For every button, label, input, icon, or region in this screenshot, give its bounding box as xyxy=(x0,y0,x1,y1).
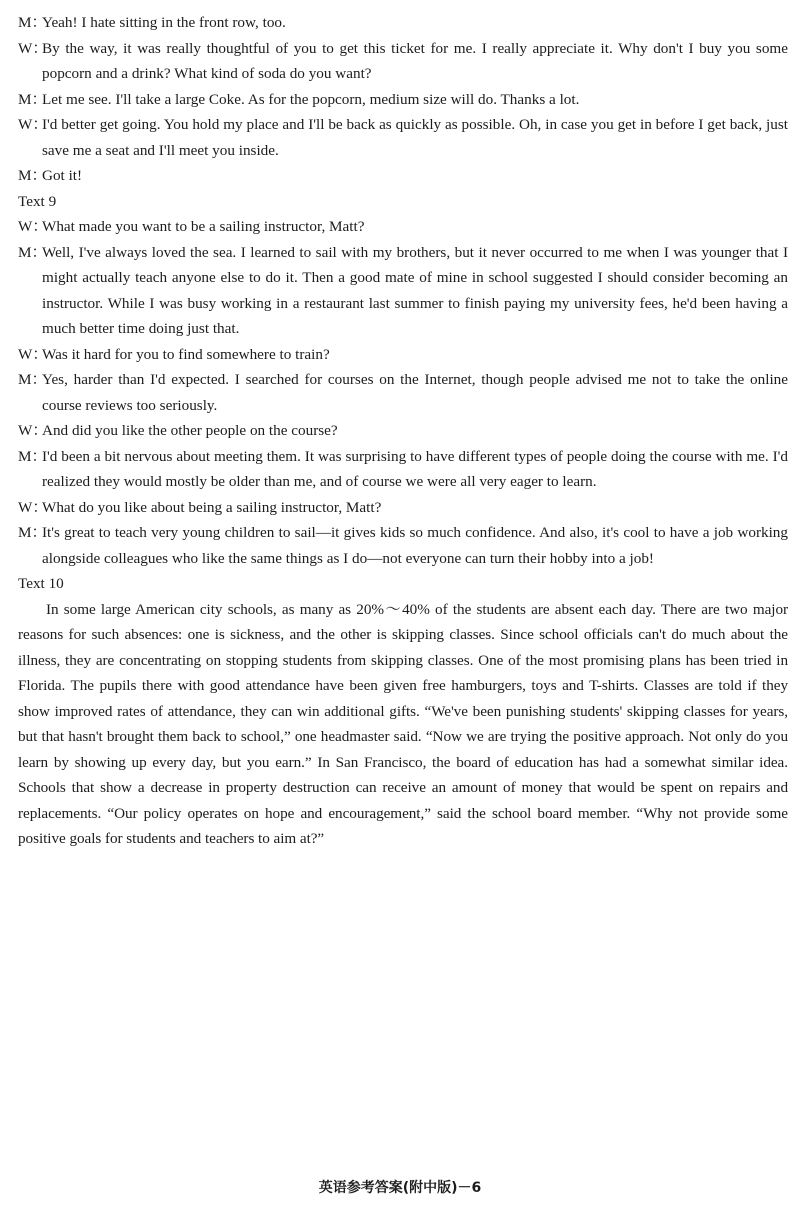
section-heading-text-10: Text 10 xyxy=(18,575,64,592)
dialogue-line xyxy=(18,418,788,444)
speaker-label: M： xyxy=(18,447,47,465)
dialogue-line xyxy=(18,342,788,368)
dialogue-line xyxy=(18,240,788,342)
line-text: And did you like the other people on the course? xyxy=(42,422,338,439)
dialogue-line xyxy=(18,520,788,571)
text-10-paragraph: In some large American city schools, as many as 20%～40% of the students are absent each day. There are two major reasons for such absences: one is sickness, and the other is skipping classes. Since school officials can't do much about the illness, they are concentrating on stopping students from skipping classes. One of the most promising plans has been tried in Florida. The pupils there with good attendance have been given free hamburgers, toys and T-shirts. Classes are told if they show improved rates of attendance, they can win additional gifts. “We've been punishing students' skipping classes for years, but that hasn't brought them back to school,” one headmaster said. “Now we are trying the positive approach. Not only do you learn by showing up every day, but you earn.” In San Francisco, the board of education has had a somewhat similar idea. Schools that show a decrease in property destruction can receive an amount of money that would be spent on repairs and replacements. “Our policy operates on hope and encouragement,” said the school board member. “Why not provide some positive goals for students and teachers to aim at?” xyxy=(18,600,788,847)
page-footer: 英语参考答案(附中版)－6 xyxy=(318,1180,482,1196)
transcript-body xyxy=(18,10,788,852)
dialogue-line xyxy=(18,10,788,36)
speaker-label: M： xyxy=(18,524,47,541)
speaker-label: W： xyxy=(18,498,48,516)
speaker-label: W： xyxy=(18,422,48,439)
dialogue-line xyxy=(18,495,788,521)
dialogue-line xyxy=(18,444,788,495)
speaker-label: M： xyxy=(18,90,47,108)
dialogue-line xyxy=(18,214,788,240)
line-text: Was it hard for you to find somewhere to train? xyxy=(42,345,330,363)
speaker-label: W： xyxy=(18,218,48,235)
line-text: I'd better get going. You hold my place and I'll be back as quickly as possible. Oh, in case you get in before I get back, just save me a seat and I'll meet you inside. xyxy=(42,116,788,159)
dialogue-line xyxy=(18,367,788,418)
speaker-label: W： xyxy=(18,116,48,133)
dialogue-line xyxy=(18,112,788,163)
dialogue-line xyxy=(18,87,788,113)
line-text: What do you like about being a sailing instructor, Matt? xyxy=(42,498,382,516)
line-text: By the way, it was really thoughtful of you to get this ticket for me. I really appreciate it. Why don't I buy you some popcorn and a drink? What kind of soda do you want? xyxy=(42,39,788,82)
dialogue-line xyxy=(18,163,788,189)
line-text: What made you want to be a sailing instructor, Matt? xyxy=(42,218,365,235)
line-text: Yeah! I hate sitting in the front row, too. xyxy=(42,14,286,31)
section-heading-text-9: Text 9 xyxy=(18,192,57,210)
speaker-label: M： xyxy=(18,243,47,261)
speaker-label: M： xyxy=(18,371,47,388)
line-text: Well, I've always loved the sea. I learned to sail with my brothers, but it never occurred to me when I was younger that I might actually teach anyone else to do it. Then a good mate of mine in school suggested I should consider becoming an instructor. While I was busy working in a restaurant last summer to finish paying my university fees, he'd been having a much better time doing just that. xyxy=(42,243,788,337)
speaker-label: W： xyxy=(18,345,48,363)
speaker-label: M： xyxy=(18,167,47,184)
line-text: Let me see. I'll take a large Coke. As for the popcorn, medium size will do. Thanks a lot. xyxy=(42,90,580,108)
speaker-label: M： xyxy=(18,14,47,31)
speaker-label: W： xyxy=(18,39,48,57)
line-text: Got it! xyxy=(42,167,83,184)
line-text: It's great to teach very young children to sail—it gives kids so much confidence. And also, it's cool to have a job working alongside colleagues who like the same things as I do—not everyone can turn their hobby into a job! xyxy=(42,524,788,567)
line-text: I'd been a bit nervous about meeting them. It was surprising to have different types of people doing the course with me. I'd realized they would mostly be older than me, and of course we were all very eager to learn. xyxy=(42,447,788,490)
line-text: Yes, harder than I'd expected. I searched for courses on the Internet, though people advised me not to take the online course reviews too seriously. xyxy=(42,371,788,414)
dialogue-line xyxy=(18,36,788,87)
